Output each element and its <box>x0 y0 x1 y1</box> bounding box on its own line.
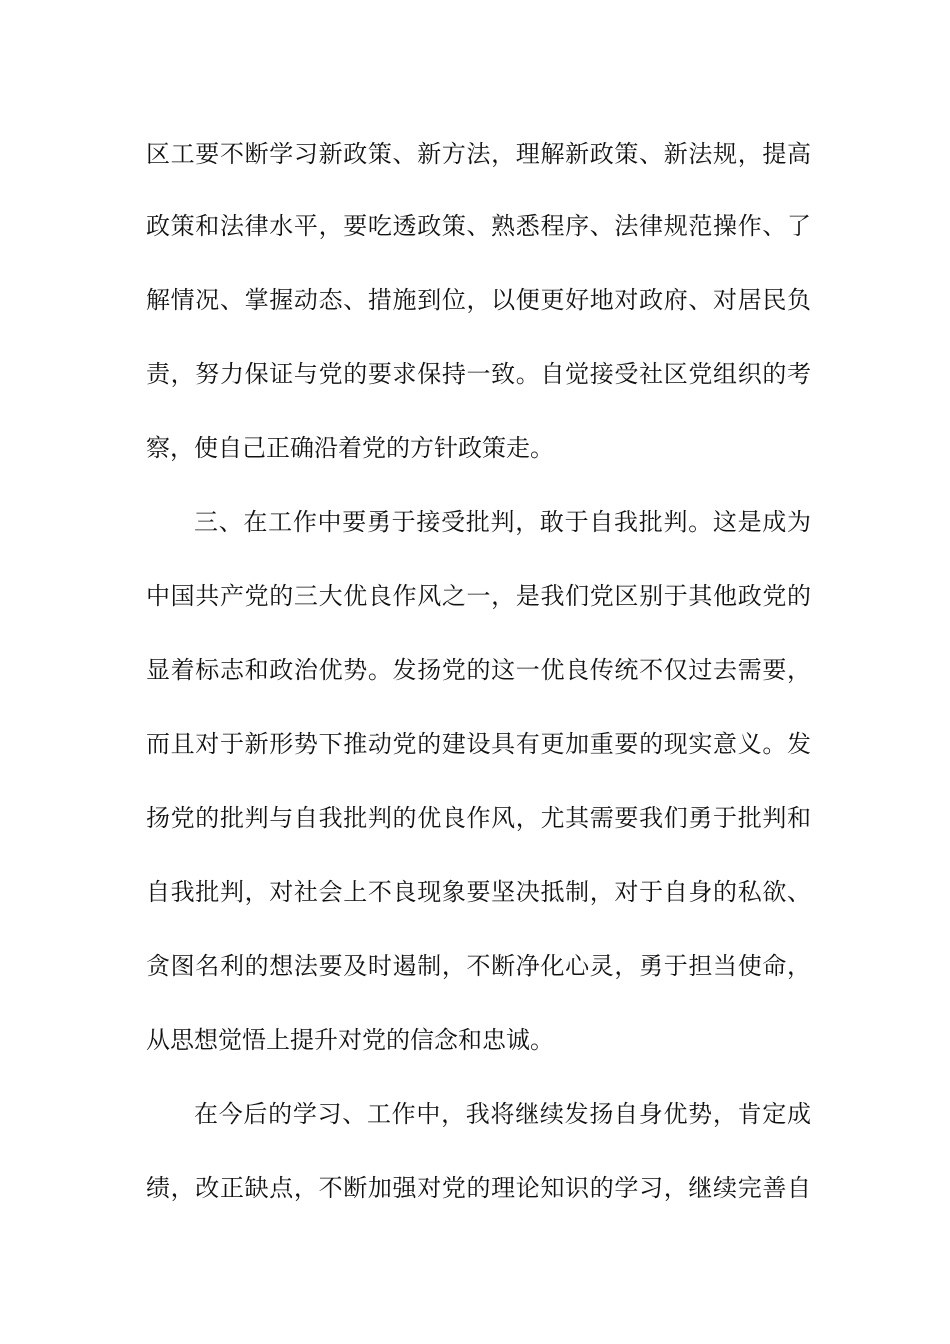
text-line: 解情况、掌握动态、措施到位，以便更好地对政府、对居民负 <box>146 286 811 314</box>
text-line: 责，努力保证与党的要求保持一致。自觉接受社区党组织的考 <box>146 360 811 388</box>
text-line: 自我批判，对社会上不良现象要坚决抵制，对于自身的私欲、 <box>146 878 811 906</box>
text-line: 贪图名利的想法要及时遏制，不断净化心灵，勇于担当使命， <box>146 952 811 980</box>
text-line: 而且对于新形势下推动党的建设具有更加重要的现实意义。发 <box>146 730 811 758</box>
text-line: 显着标志和政治优势。发扬党的这一优良传统不仅过去需要， <box>146 656 811 684</box>
text-line: 政策和法律水平，要吃透政策、熟悉程序、法律规范操作、了 <box>146 212 811 240</box>
paragraph-first-line: 三、在工作中要勇于接受批判，敢于自我批判。这是成为 <box>194 508 811 536</box>
text-line: 察，使自己正确沿着党的方针政策走。 <box>146 434 554 462</box>
paragraph-first-line: 在今后的学习、工作中，我将继续发扬自身优势，肯定成 <box>194 1100 811 1128</box>
text-line: 从思想觉悟上提升对党的信念和忠诚。 <box>146 1026 554 1054</box>
text-line: 绩，改正缺点，不断加强对党的理论知识的学习，继续完善自 <box>146 1174 811 1202</box>
text-line: 中国共产党的三大优良作风之一，是我们党区别于其他政党的 <box>146 582 811 610</box>
text-line: 扬党的批判与自我批判的优良作风，尤其需要我们勇于批判和 <box>146 804 811 832</box>
text-line: 区工要不断学习新政策、新方法，理解新政策、新法规，提高 <box>146 140 811 168</box>
